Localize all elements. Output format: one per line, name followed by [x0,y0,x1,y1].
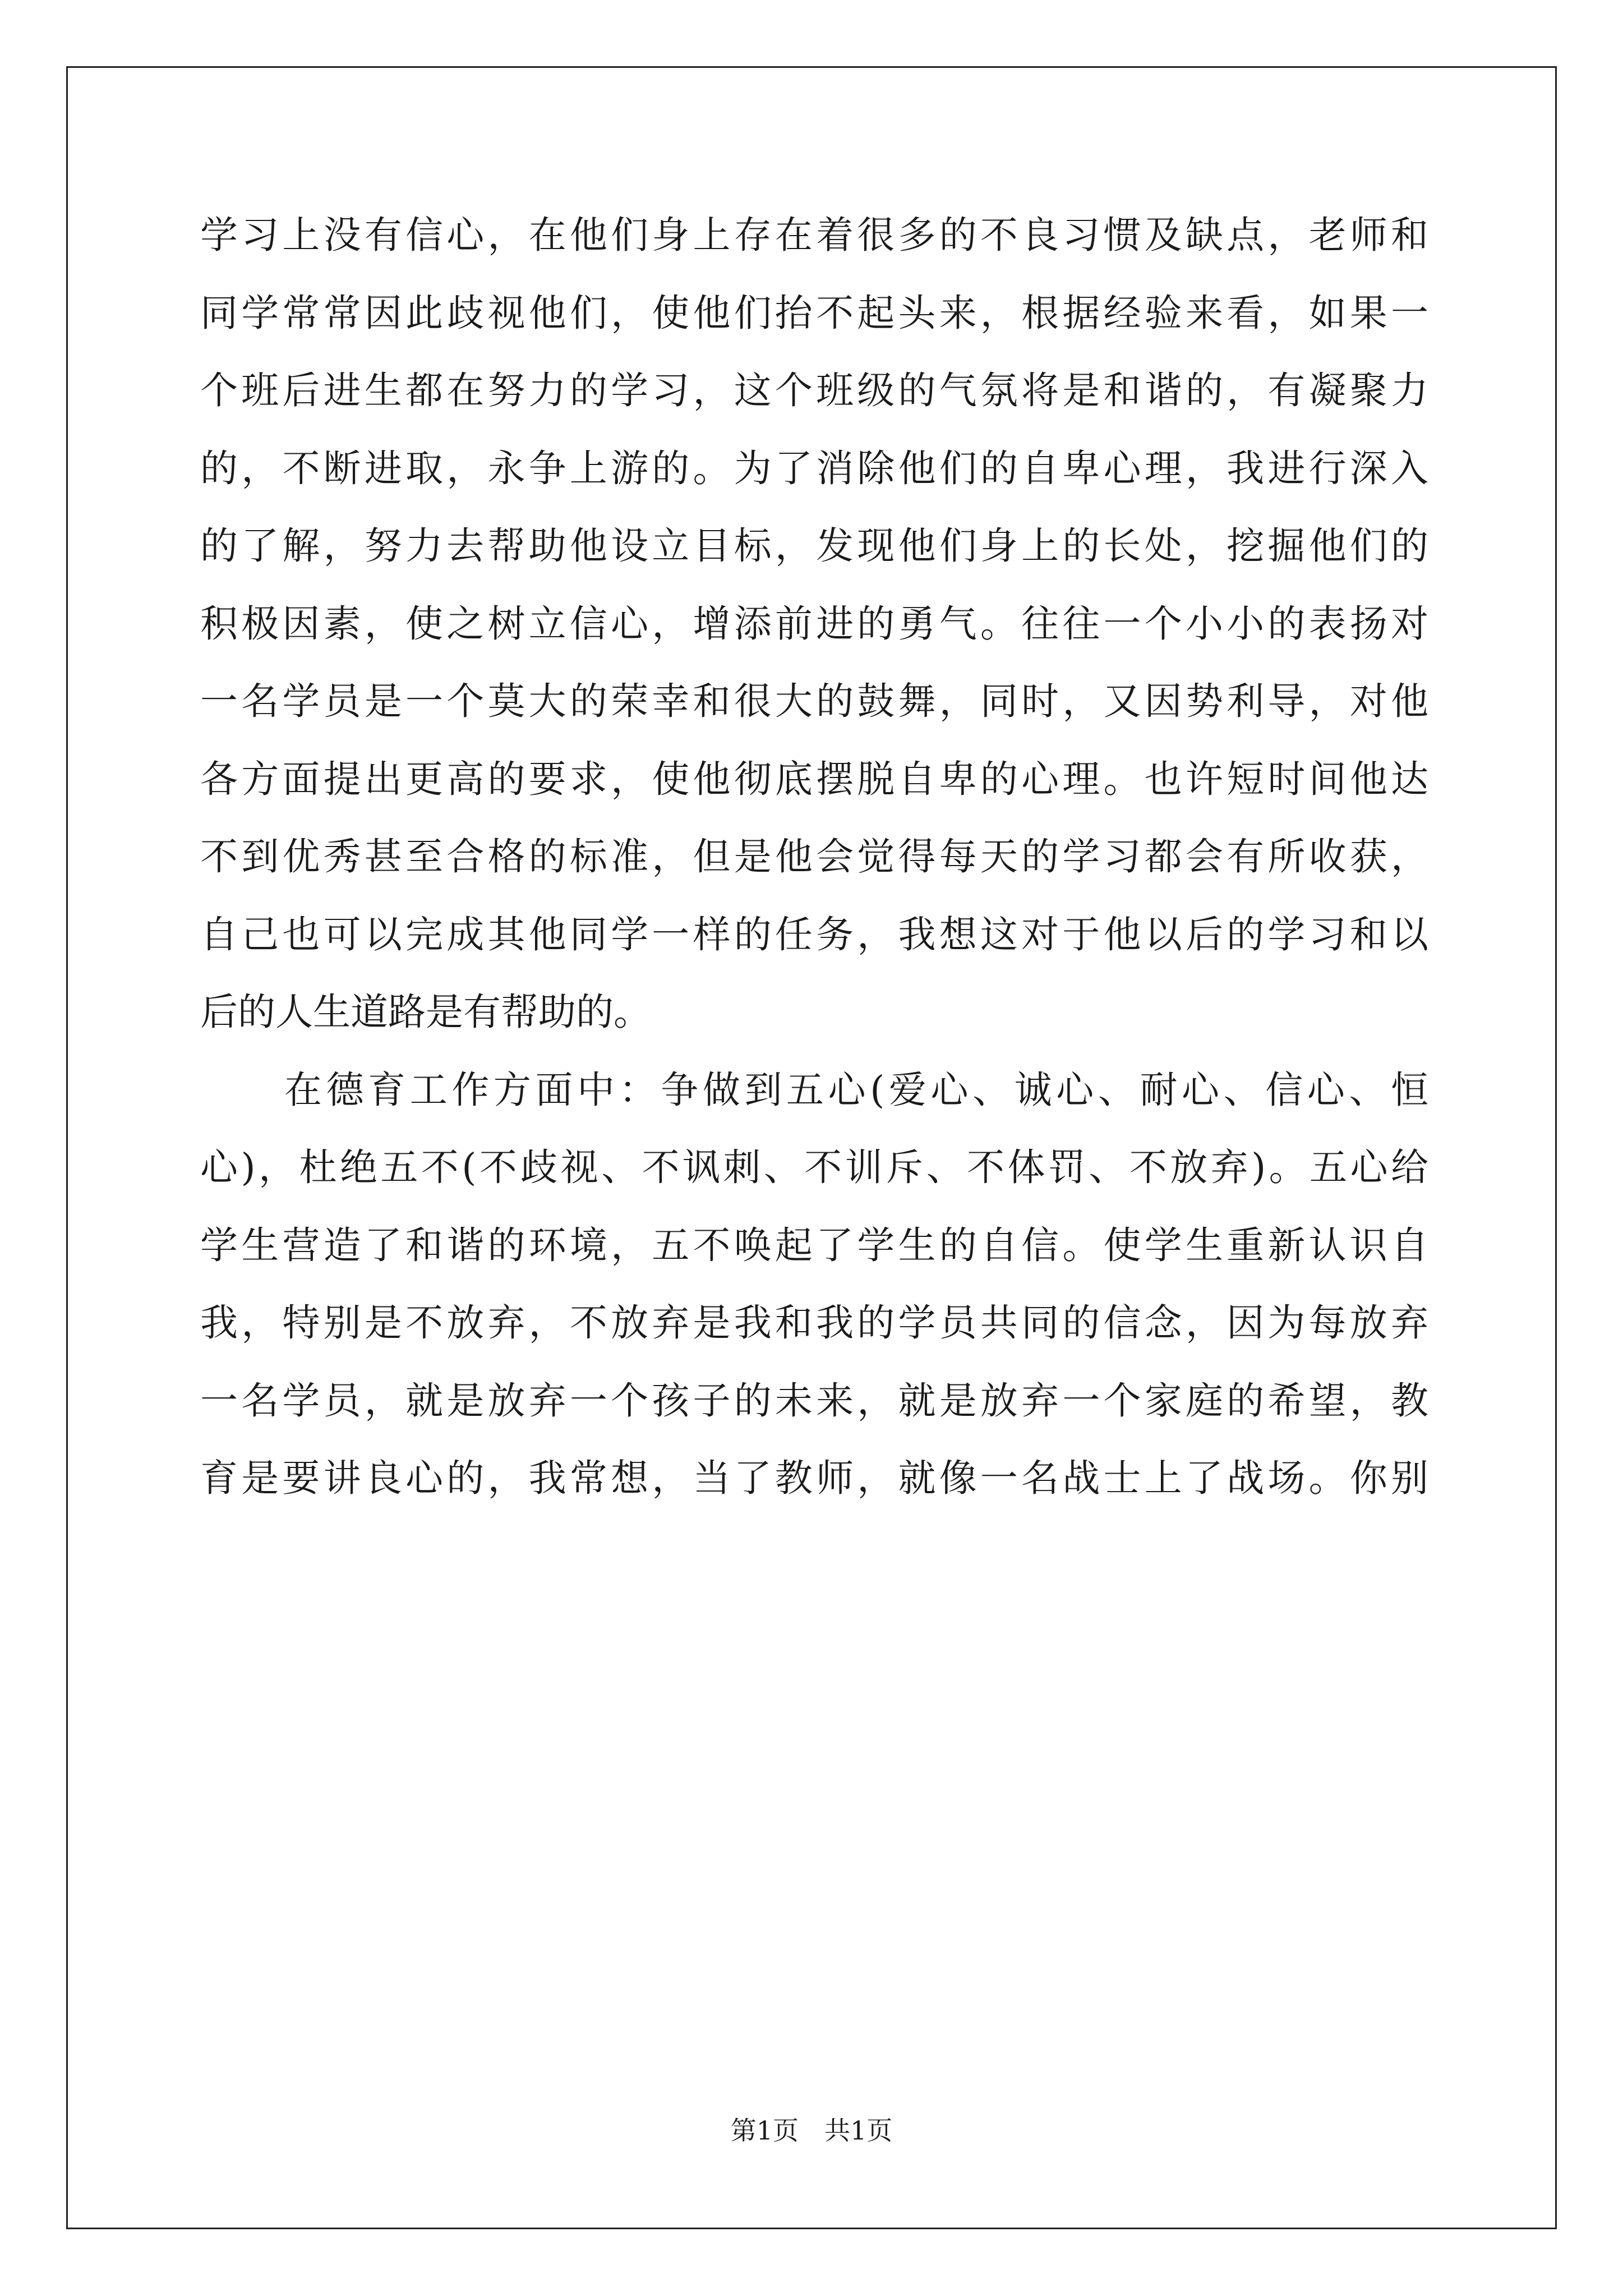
page-number-footer: 第1页 共1页 [730,2115,893,2146]
text-line: 育是要讲良心的，我常想，当了教师，就像一名战士上了战场。你别 [200,1456,1428,1500]
text-line: 一名学员，就是放弃一个孩子的未来，就是放弃一个家庭的希望，教 [200,1378,1428,1423]
paragraph-start-line: 在德育工作方面中：争做到五心(爱心、诚心、耐心、信心、恒 [284,1068,1428,1112]
text-line: 心)，杜绝五不(不歧视、不讽刺、不训斥、不体罚、不放弃)。五心给 [200,1145,1428,1189]
text-line: 的了解，努力去帮助他设立目标，发现他们身上的长处，挖掘他们的 [200,524,1428,568]
text-line: 我，特别是不放弃，不放弃是我和我的学员共同的信念，因为每放弃 [200,1301,1428,1345]
paragraph-end-line: 后的人生道路是有帮助的。 [200,990,651,1034]
text-line: 个班后进生都在努力的学习，这个班级的气氛将是和谐的，有凝聚力 [200,369,1428,412]
text-line: 的，不断进取，永争上游的。为了消除他们的自卑心理，我进行深入 [200,446,1428,490]
text-line: 学生营造了和谐的环境，五不唤起了学生的自信。使学生重新认识自 [200,1223,1428,1267]
text-line: 学习上没有信心，在他们身上存在着很多的不良习惯及缺点，老师和 [200,213,1428,257]
text-line: 同学常常因此歧视他们，使他们抬不起头来，根据经验来看，如果一 [200,291,1428,335]
text-line: 一名学员是一个莫大的荣幸和很大的鼓舞，同时，又因势利导，对他 [200,679,1428,723]
text-line: 积极因素，使之树立信心，增添前进的勇气。往往一个小小的表扬对 [200,601,1428,646]
text-line: 不到优秀甚至合格的标准，但是他会觉得每天的学习都会有所收获， [200,835,1428,878]
text-line: 各方面提出更高的要求，使他彻底摆脱自卑的心理。也许短时间他达 [200,757,1428,801]
body-text [200,196,1428,1517]
text-line: 自己也可以完成其他同学一样的任务，我想这对于他以后的学习和以 [200,912,1428,956]
